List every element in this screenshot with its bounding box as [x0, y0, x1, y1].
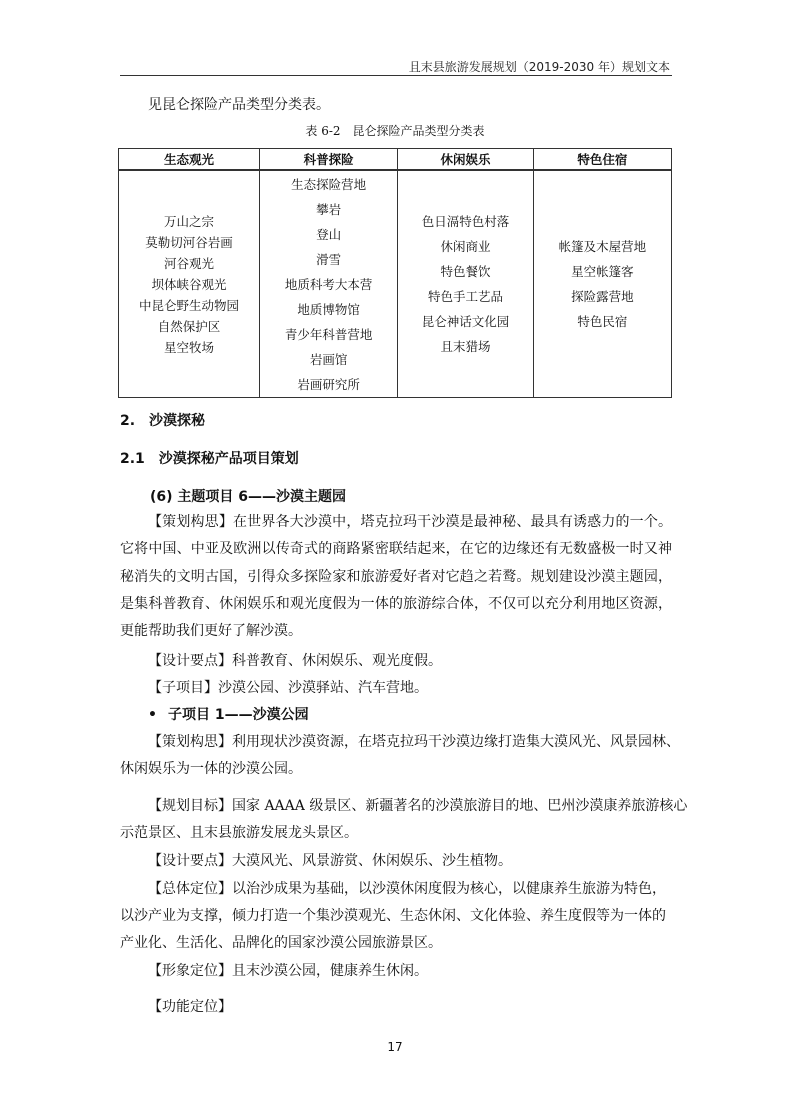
list-item: 万山之宗	[163, 213, 214, 229]
list-item: 探险露营地	[571, 289, 634, 304]
subproject1-design-points: 【设计要点】大漠风光、风景游赏、休闲娱乐、沙生植物。	[148, 853, 512, 869]
list-item: 岩画研究所	[297, 376, 360, 392]
list-item: 河谷观光	[163, 255, 214, 271]
page-number: 17	[387, 1040, 403, 1054]
table-header-science: 科普探险	[260, 149, 398, 171]
subproject1-overall-line1: 【总体定位】以治沙成果为基础，以沙漠休闲度假为核心，以健康养生旅游为特色，	[148, 881, 666, 897]
list-item: 中昆仑野生动物园	[138, 297, 239, 313]
table-caption: 表 6-2 昆仑探险产品类型分类表	[305, 124, 485, 138]
subproject1-function-positioning: 【功能定位】	[148, 999, 232, 1015]
list-item: 自然保护区	[157, 318, 221, 334]
subproject1-concept-line1: 【策划构思】利用现状沙漠资源，在塔克拉玛干沙漠边缘打造集大漠风光、风景园林、	[148, 734, 680, 750]
section-heading-desert: 2. 沙漠探秘	[120, 413, 206, 429]
list-item: 登山	[316, 226, 342, 242]
project6-design-points: 【设计要点】科普教育、休闲娱乐、观光度假。	[148, 653, 442, 669]
subproject1-overall-line3: 产业化、生活化、品牌化的国家沙漠公园旅游景区。	[120, 935, 442, 951]
table-header-lodging: 特色住宿	[533, 149, 671, 171]
subproject1-title: 子项目 1——沙漠公园	[168, 707, 309, 723]
list-item: 地质科考大本营	[284, 276, 373, 292]
product-type-table	[118, 148, 672, 398]
subproject1-image-positioning: 【形象定位】且末沙漠公园，健康养生休闲。	[148, 963, 428, 979]
subproject1-overall-line2: 以沙产业为支撑，倾力打造一个集沙漠观光、生态休闲、文化体验、养生度假等为一体的	[120, 908, 666, 924]
leisure-list	[398, 209, 532, 359]
table-header-ecotour: 生态观光	[119, 149, 260, 171]
list-item: 星空牧场	[163, 339, 214, 355]
list-item: 攀岩	[316, 201, 342, 217]
intro-line: 见昆仑探险产品类型分类表。	[148, 97, 330, 113]
subproject1-goal-line1: 【规划目标】国家 AAAA 级景区、新疆著名的沙漠旅游目的地、巴州沙漠康养旅游核心	[148, 798, 688, 814]
science-list	[260, 172, 397, 397]
list-item: 特色手工艺品	[427, 289, 503, 304]
table-header-leisure: 休闲娱乐	[398, 149, 533, 171]
table-cell-leisure	[398, 170, 533, 398]
table-cell-ecotour	[119, 170, 260, 398]
table-cell-science	[260, 170, 398, 398]
subproject1-goal-line2: 示范景区、且末县旅游发展龙头景区。	[120, 825, 358, 841]
subproject1-heading	[148, 704, 309, 724]
list-item: 且末猎场	[440, 339, 491, 354]
list-item: 莫勒切河谷岩画	[145, 234, 233, 250]
list-item: 岩画馆	[309, 351, 348, 367]
list-item: 地质博物馆	[297, 301, 360, 317]
list-item: 特色民宿	[577, 314, 628, 329]
header-rule	[120, 75, 672, 76]
subproject1-concept-line2: 休闲娱乐为一体的沙漠公园。	[120, 761, 302, 777]
running-header: 且末县旅游发展规划（2019-2030 年）规划文本	[408, 60, 670, 74]
list-item: 坝体峡谷观光	[151, 276, 227, 292]
project6-heading: (6) 主题项目 6——沙漠主题园	[150, 489, 347, 505]
list-item: 星空帐篷客	[571, 264, 634, 279]
bullet-dot: •	[148, 707, 157, 723]
list-item: 帐篷及木屋营地	[558, 239, 647, 254]
subsection-heading-desert-products: 2.1 沙漠探秘产品项目策划	[120, 451, 299, 467]
list-item: 滑雪	[316, 251, 342, 267]
list-item: 特色餐饮	[440, 264, 491, 279]
project6-concept-paragraph: 【策划构思】在世界各大沙漠中，塔克拉玛干沙漠是最神秘、最具有诱惑力的一个。它将中国、中亚及欧洲以传奇式的商路紧密联结起来，在它的边缘还有无数盛极一时又神秘消失的文明古国，引得众多探险家和旅游爱好者对它趋之若鹜。规划建设沙漠主题园，是集科普教育、休闲娱乐和观光度假为一体的旅游综合体，不仅可以充分利用地区资源，更能帮助我们更好了解沙漠。	[120, 514, 672, 640]
list-item: 色日滆特色村落	[421, 214, 510, 229]
list-item: 青少年科普营地	[284, 326, 373, 342]
ecotour-list	[119, 211, 259, 358]
list-item: 生态探险营地	[291, 176, 367, 192]
list-item: 休闲商业	[440, 239, 491, 254]
project6-subprojects: 【子项目】沙漠公园、沙漠驿站、汽车营地。	[148, 680, 428, 696]
list-item: 昆仑神话文化园	[421, 314, 510, 329]
table-cell-lodging	[533, 170, 671, 398]
lodging-list	[534, 234, 671, 334]
